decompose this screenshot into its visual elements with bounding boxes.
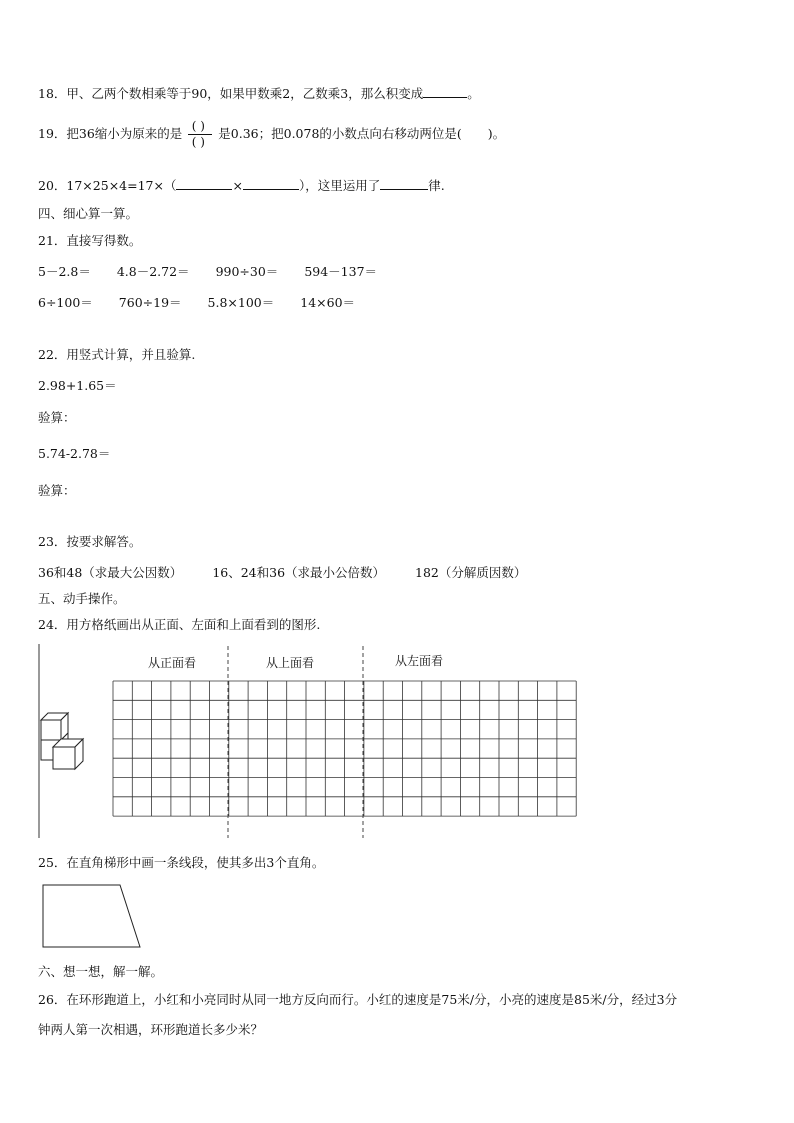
check-label-2: 验算： — [38, 483, 76, 498]
question-24-title: 24．用方格纸画出从正面、左面和上面看到的图形. — [38, 617, 321, 632]
caption-top-view: 从上面看 — [266, 656, 315, 670]
expression-1: 2.98+1.65＝ — [38, 378, 117, 393]
answer-blank[interactable] — [380, 177, 428, 190]
section-6-heading: 六、想一想，解一解。 — [38, 964, 164, 979]
question-26-line-2: 钟两人第一次相遇，环形跑道长多少米？ — [38, 1022, 264, 1037]
question-23-title: 23．按要求解答。 — [38, 534, 142, 549]
question-20: 20．17×25×4=17×（ × ），这里运用了 律. — [38, 178, 445, 193]
question-19: 19．把36缩小为原来的是 $\frac{( )}{( )}$ 是0.36；把0.078的小数点向右移动两位是( )。 — [38, 119, 506, 149]
grid-paper[interactable] — [38, 644, 578, 840]
q18-text: 18．甲、乙两个数相乘等于90，如果甲数乘2，乙数乘3，那么积变成 — [38, 86, 424, 101]
question-25-title: 25．在直角梯形中画一条线段，使其多出3个直角。 — [38, 855, 325, 870]
question-26-line-1: 26．在环形跑道上，小红和小亮同时从同一地方反向而行。小红的速度是75米/分，小亮的速度是85米/分，经过3分 — [38, 992, 678, 1007]
caption-front-view: 从正面看 — [148, 656, 197, 670]
question-23-items: 36和48（求最大公因数） 16、24和36（求最小公倍数） 182（分解质因数） — [38, 565, 527, 580]
grid-figure — [38, 644, 578, 840]
cube-stack-figure — [41, 713, 83, 769]
right-trapezoid[interactable] — [40, 882, 144, 950]
answer-blank[interactable] — [243, 177, 299, 190]
fraction-blank[interactable]: $\frac{( )}{( )}$ — [188, 120, 212, 149]
check-label-1: 验算： — [38, 410, 76, 425]
question-21-title: 21．直接写得数。 — [38, 233, 142, 248]
section-4-heading: 四、细心算一算。 — [38, 206, 139, 221]
answer-blank[interactable] — [423, 85, 467, 98]
calc-row-2: 6÷100＝ 760÷19＝ 5.8×100＝ 14×60＝ — [38, 295, 356, 310]
question-22-title: 22．用竖式计算，并且验算. — [38, 347, 196, 362]
section-5-heading: 五、动手操作。 — [38, 591, 126, 606]
question-18: 18．甲、乙两个数相乘等于90，如果甲数乘2，乙数乘3，那么积变成 。 — [38, 86, 480, 101]
calc-row-1: 5－2.8＝ 4.8－2.72＝ 990÷30＝ 594－137＝ — [38, 264, 378, 279]
answer-blank[interactable] — [176, 177, 232, 190]
caption-left-view: 从左面看 — [395, 654, 444, 668]
expression-2: 5.74-2.78＝ — [38, 446, 111, 461]
